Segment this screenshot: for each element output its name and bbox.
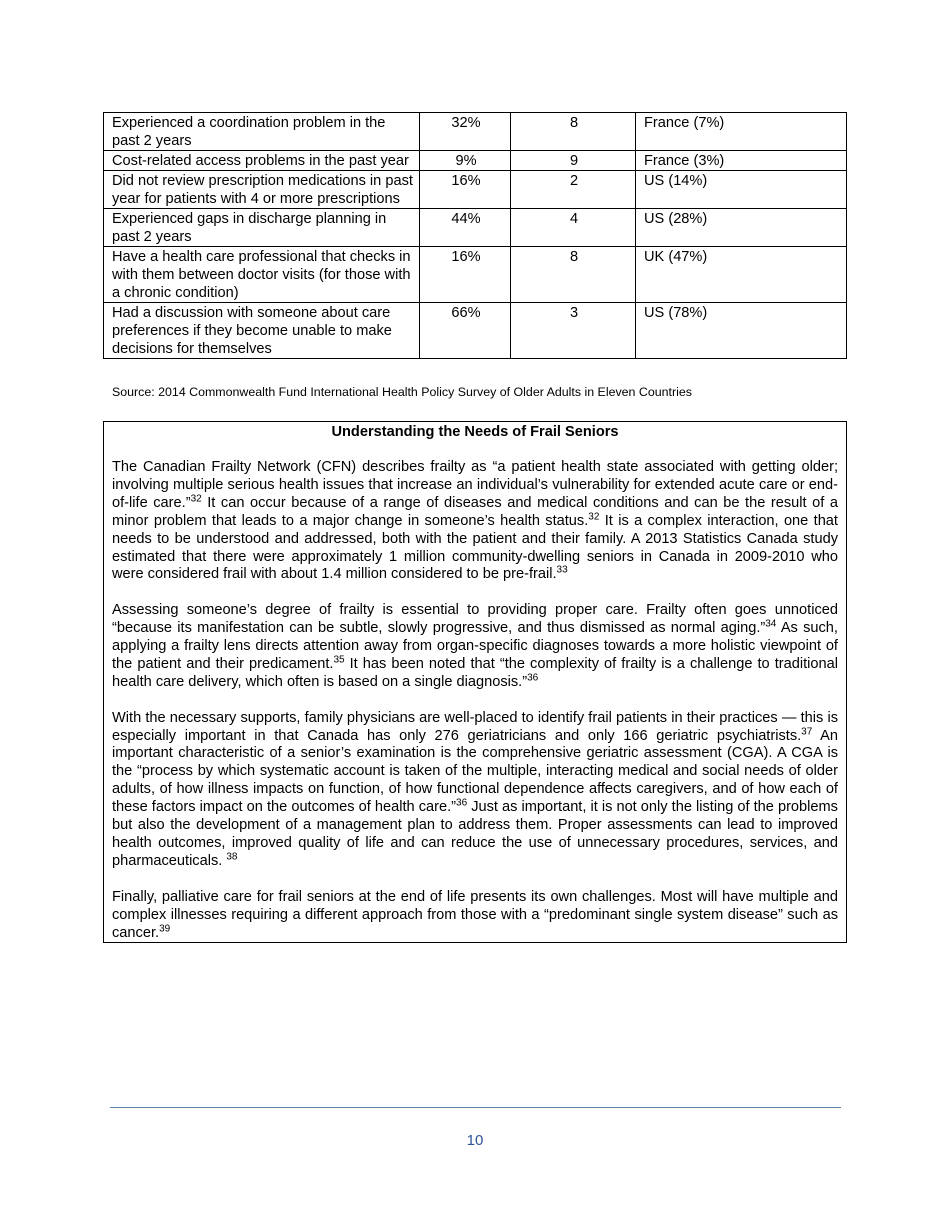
citation: 39 <box>159 923 171 935</box>
box-paragraph: With the necessary supports, family physicians are well-placed to identify frail patients in their practices — this is especially important in that Canada has only 276 geriatricians and only 166 geriatric psychiatrists.$^{37}$ An important characteristic of a senior’s examination is the comprehensive geriatric assessment (CGA). A CGA is the “process by which systematic account is taken of the multiple, interacting medical and social needs of older adults, of how illness impacts on function, of how functional dependence affects caregivers, and of how each of these factors impact on the outcomes of health care.”$^{36}$ Just as important, it is not only the listing of the problems but also the development of a management plan to address them. Proper assessments can lead to improved health outcomes, improved quality of life and can reduce the use of unnecessary procedures, services, and pharmaceuticals. $^{38}$ <box>112 709 838 869</box>
rank-cell: 9 <box>511 151 636 171</box>
best-country-cell: France (7%) <box>636 113 847 151</box>
frail-seniors-box <box>103 421 847 943</box>
table-row <box>104 113 847 151</box>
footer-divider <box>110 1107 841 1108</box>
box-title: Understanding the Needs of Frail Seniors <box>331 424 619 440</box>
value-cell: 32% <box>420 113 511 151</box>
indicator-cell: Had a discussion with someone about care preferences if they become unable to make decisions for themselves <box>104 303 420 359</box>
citation: 35 <box>333 654 345 666</box>
best-country-cell: France (3%) <box>636 151 847 171</box>
best-country-cell: US (14%) <box>636 171 847 209</box>
best-country-cell: US (28%) <box>636 209 847 247</box>
indicator-cell: Cost-related access problems in the past year <box>104 151 420 171</box>
value-cell: 44% <box>420 209 511 247</box>
best-country-cell: US (78%) <box>636 303 847 359</box>
indicator-cell: Experienced a coordination problem in the past 2 years <box>104 113 420 151</box>
citation: 32 <box>190 493 202 505</box>
indicator-cell: Did not review prescription medications in past year for patients with 4 or more prescriptions <box>104 171 420 209</box>
rank-cell: 4 <box>511 209 636 247</box>
rank-cell: 8 <box>511 113 636 151</box>
box-paragraph: The Canadian Frailty Network (CFN) describes frailty as “a patient health state associated with getting older; involving multiple serious health issues that increase an individual’s vulnerability for extended acute care or end-of-life care.”$^{32}$ It can occur because of a range of diseases and medical conditions and can be the result of a minor problem that leads to a major change in someone’s health status.$^{32}$ It is a complex interaction, one that needs to be understood and addressed, both with the patient and their family. A 2013 Statistics Canada study estimated that there were approximately 1 million community-dwelling seniors in Canada in 2009-2010 who were considered frail with about 1.4 million considered to be pre-frail.$^{33}$ <box>112 459 838 583</box>
citation: 36 <box>456 797 468 809</box>
value-cell: 66% <box>420 303 511 359</box>
indicator-cell: Have a health care professional that checks in with them between doctor visits (for those with a chronic condition) <box>104 247 420 303</box>
value-cell: 9% <box>420 151 511 171</box>
table-row <box>104 171 847 209</box>
indicator-table <box>103 112 847 359</box>
rank-cell: 2 <box>511 171 636 209</box>
rank-cell: 3 <box>511 303 636 359</box>
table-source-note: Source: 2014 Commonwealth Fund International Health Policy Survey of Older Adults in Eleven Countries <box>112 385 692 399</box>
value-cell: 16% <box>420 247 511 303</box>
table-row <box>104 247 847 303</box>
box-paragraph: Assessing someone’s degree of frailty is essential to providing proper care. Frailty often goes unnoticed “because its manifestation can be subtle, slowly progressive, and thus dismissed as normal aging.”$^{34}$ As such, applying a frailty lens directs attention away from organ-specific diagnoses towards a more holistic viewpoint of the patient and their predicament.$^{35}$ It has been noted that “the complexity of frailty is a challenge to traditional health care delivery, which often is based on a single diagnosis.”$^{36}$ <box>112 602 838 690</box>
rank-cell: 8 <box>511 247 636 303</box>
citation: 38 <box>226 851 238 863</box>
page-number: 10 <box>466 1132 484 1149</box>
citation: 32 <box>588 511 600 523</box>
box-paragraph: Finally, palliative care for frail seniors at the end of life presents its own challenges. Most will have multiple and complex illnesses requiring a different approach from those with a “predominant single system disease” such as cancer.$^{39}$ <box>112 888 838 941</box>
value-cell: 16% <box>420 171 511 209</box>
citation: 33 <box>556 564 568 576</box>
citation: 34 <box>765 618 777 630</box>
table-row <box>104 209 847 247</box>
citation: 37 <box>801 726 813 738</box>
best-country-cell: UK (47%) <box>636 247 847 303</box>
indicator-cell: Experienced gaps in discharge planning in past 2 years <box>104 209 420 247</box>
citation: 36 <box>527 672 539 684</box>
table-row <box>104 303 847 359</box>
table-row <box>104 151 847 171</box>
